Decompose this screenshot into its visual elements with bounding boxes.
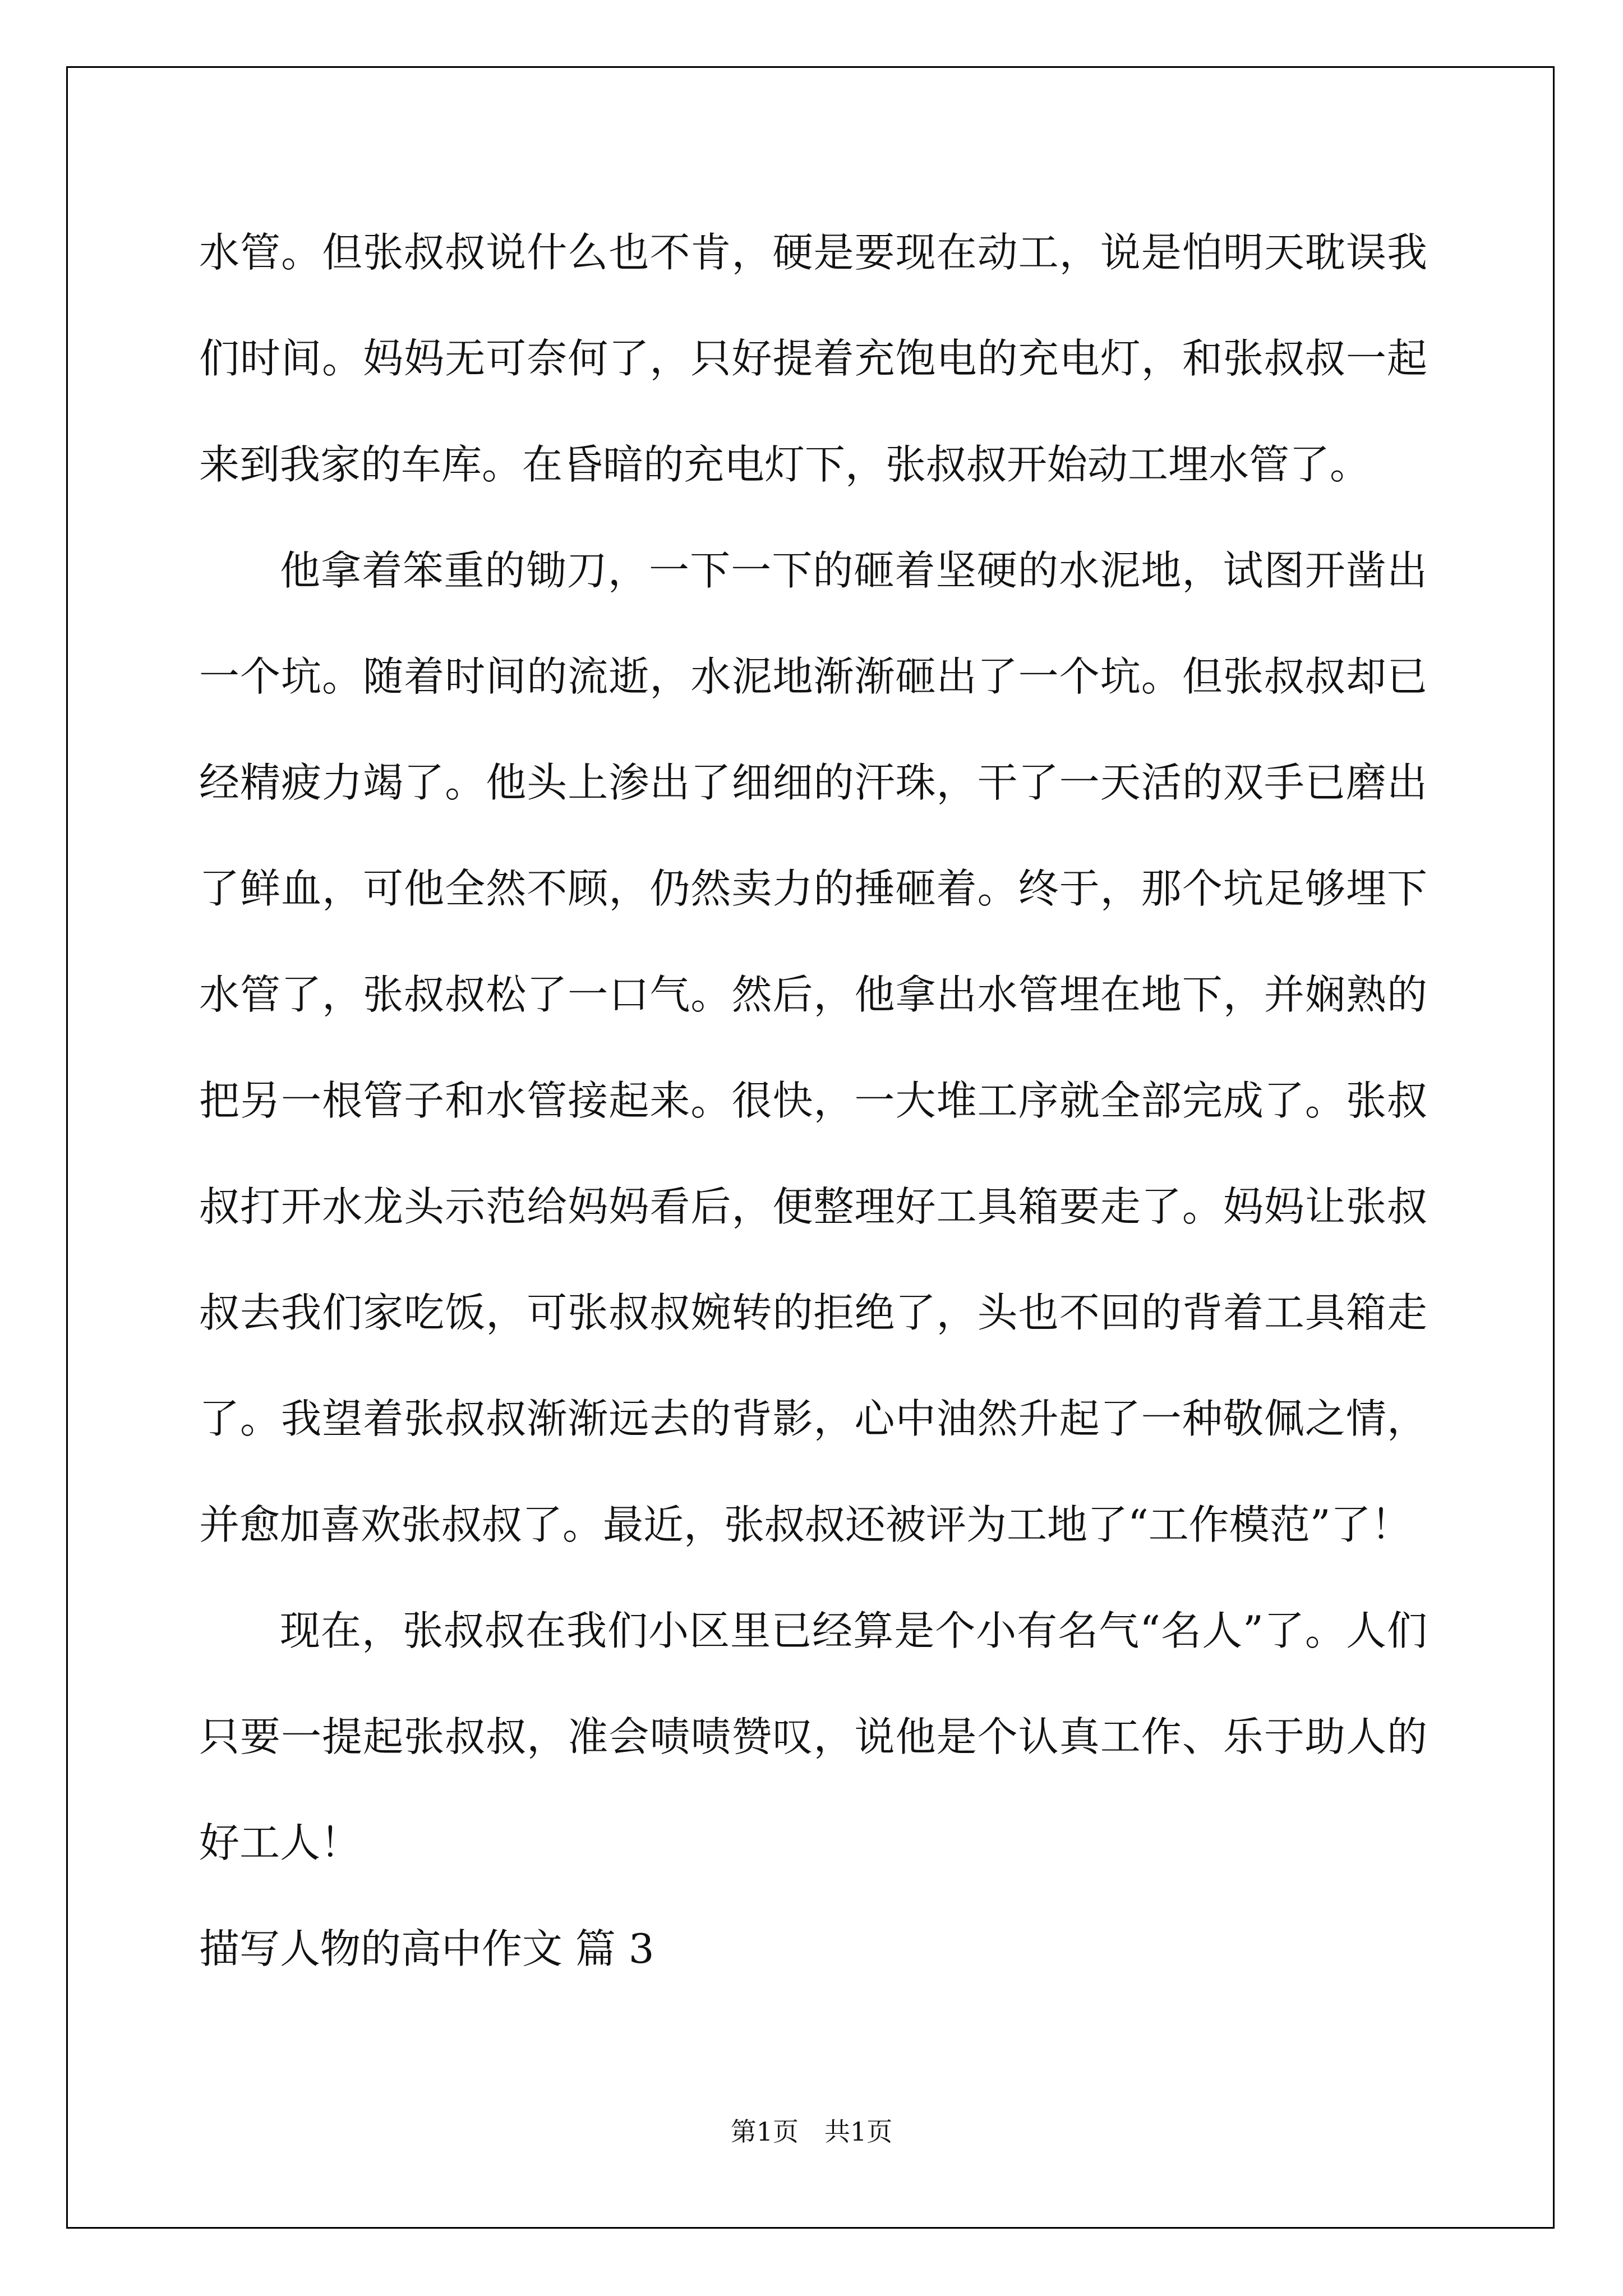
page-footer: 第1页 共1页 (730, 2116, 893, 2147)
document-body (199, 200, 1427, 2002)
paragraph-1: 水管。但张叔叔说什么也不肯，硬是要现在动工，说是怕明天耽误我们时间。妈妈无可奈何了，只好提着充饱电的充电灯，和张叔叔一起来到我家的车库。在昏暗的充电灯下，张叔叔开始动工埋水管了。 (199, 229, 1427, 488)
section-heading: 描写人物的高中作文 篇 3 (199, 1925, 654, 1972)
paragraph-2: 他拿着笨重的锄刀，一下一下的砸着坚硬的水泥地，试图开凿出一个坑。随着时间的流逝，水泥地渐渐砸出了一个坑。但张叔叔却已经精疲力竭了。他头上渗出了细细的汗珠，干了一天活的双手已磨出了鲜血，可他全然不顾，仍然卖力的捶砸着。终于，那个坑足够埋下水管了，张叔叔松了一口气。然后，他拿出水管埋在地下，并娴熟的把另一根管子和水管接起来。很快，一大堆工序就全部完成了。张叔叔打开水龙头示范给妈妈看后，便整理好工具箱要走了。妈妈让张叔叔去我们家吃饭，可张叔叔婉转的拒绝了，头也不回的背着工具箱走了。我望着张叔叔渐渐远去的背影，心中油然升起了一种敬佩之情，并愈加喜欢张叔叔了。最近，张叔叔还被评为工地了“工作模范”了！ (199, 547, 1427, 1548)
paragraph-3: 现在，张叔叔在我们小区里已经算是个小有名气“名人”了。人们只要一提起张叔叔，准会啧啧赞叹，说他是个认真工作、乐于助人的好工人！ (199, 1607, 1427, 1866)
